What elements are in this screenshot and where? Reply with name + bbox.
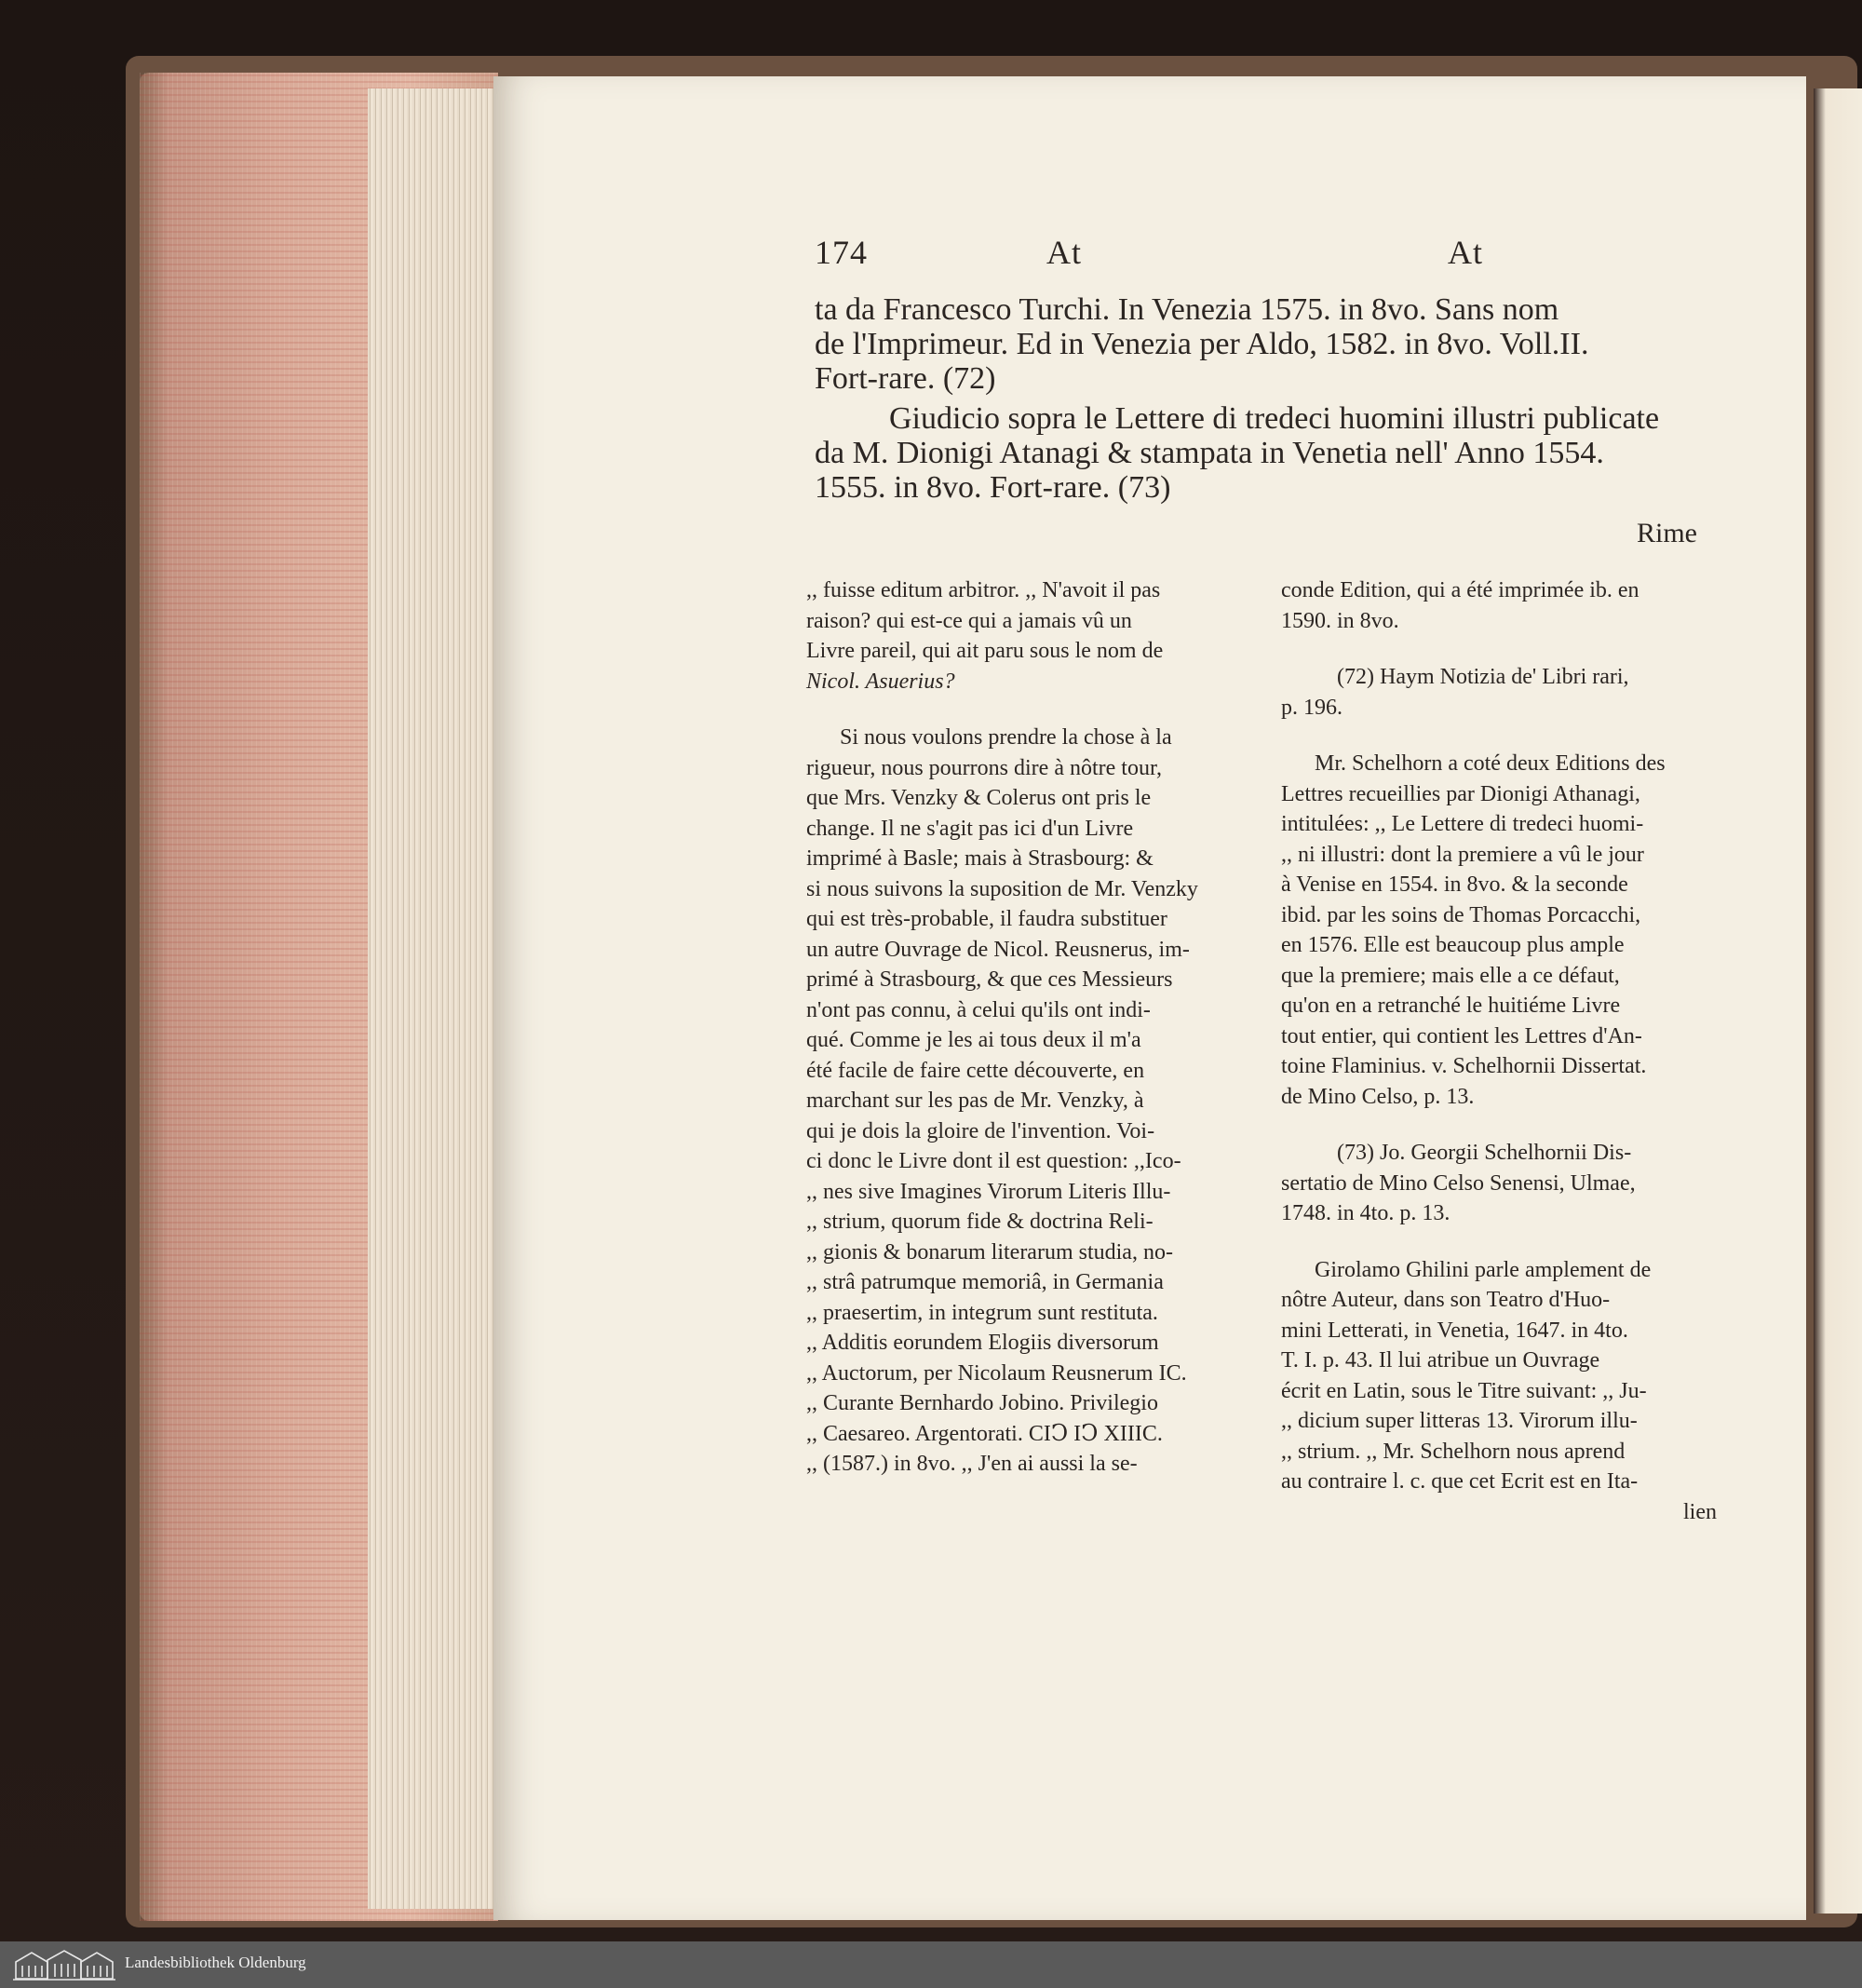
catchword-right: lien: [1683, 1499, 1717, 1524]
footer-bar: [0, 1941, 1862, 1988]
column-line: 1748. in 4to. p. 13.: [1281, 1201, 1450, 1225]
column-line: toine Flaminius. v. Schelhornii Dissertat.: [1281, 1054, 1647, 1078]
running-head-left: At: [1046, 234, 1082, 271]
column-line: change. Il ne s'agit pas ici d'un Livre: [806, 816, 1134, 841]
column-line: sertatio de Mino Celso Senensi, Ulmae,: [1281, 1170, 1636, 1196]
column-line: rigueur, nous pourrons dire à nôtre tour,: [806, 755, 1162, 780]
column-line: raison? qui est-ce qui a jamais vû un: [806, 608, 1132, 633]
column-line: à Venise en 1554. in 8vo. & la seconde: [1281, 872, 1628, 897]
footnote-73: (73) Jo. Georgii Schelhornii Dis-: [1337, 1141, 1632, 1165]
column-line: ,, Auctorum, per Nicolaum Reusnerum IC.: [806, 1360, 1187, 1386]
column-line: ,, ni illustri: dont la premiere a vû le jour: [1281, 842, 1644, 867]
main-text-line: da M. Dionigi Atanagi & stampata in Venetia nell' Anno 1554.: [815, 436, 1604, 470]
column-line: que la premiere; mais elle a ce défaut,: [1281, 963, 1620, 988]
column-line: primé à Strasbourg, & que ces Messieurs: [806, 967, 1173, 992]
column-line: Nicol. Asuerius?: [806, 669, 955, 694]
column-line: ,, fuisse editum arbitror. ,, N'avoit il pas: [806, 578, 1161, 602]
facing-page-edge: [1814, 88, 1862, 1914]
column-line: ,, gionis & bonarum literarum studia, no-: [806, 1239, 1173, 1264]
column-line: en 1576. Elle est beaucoup plus ample: [1281, 933, 1625, 957]
column-line: Girolamo Ghilini parle amplement de: [1315, 1257, 1652, 1282]
column-line: marchant sur les pas de Mr. Venzky, à: [806, 1089, 1144, 1113]
column-line: ,, dicium super litteras 13. Virorum illu-: [1281, 1409, 1638, 1433]
column-line: nôtre Auteur, dans son Teatro d'Huo-: [1281, 1288, 1611, 1312]
column-line: qu'on en a retranché le huitiéme Livre: [1281, 994, 1621, 1018]
column-line: ,, strium. ,, Mr. Schelhorn nous aprend: [1281, 1439, 1626, 1464]
footnote-72: (72) Haym Notizia de' Libri rari,: [1337, 665, 1629, 689]
main-text-line: 1555. in 8vo. Fort-rare. (73): [815, 470, 1171, 505]
main-text-line: ta da Francesco Turchi. In Venezia 1575. in 8vo. Sans nom: [815, 292, 1559, 327]
column-line: Livre pareil, qui ait paru sous le nom de: [806, 639, 1164, 663]
column-line: ,, strâ patrumque memoriâ, in Germania: [806, 1270, 1164, 1294]
page-stack: [368, 88, 498, 1909]
catchword: Rime: [1637, 518, 1697, 548]
column-line: si nous suivons la suposition de Mr. Venzky: [806, 876, 1198, 901]
column-gap: [1281, 1229, 1719, 1255]
column-gap: [806, 696, 1244, 723]
column-line: un autre Ouvrage de Nicol. Reusnerus, im-: [806, 937, 1190, 962]
running-head-right: At: [1448, 234, 1483, 271]
column-line: imprimé à Basle; mais à Strasbourg: &: [806, 846, 1154, 871]
footnote-column-left: [806, 575, 1244, 1480]
column-line: n'ont pas connu, à celui qu'ils ont indi-: [806, 997, 1151, 1022]
institution-name: Landesbibliothek Oldenburg: [125, 1954, 306, 1971]
column-line: qué. Comme je les ai tous deux il m'a: [806, 1028, 1141, 1052]
main-text-line: Fort-rare. (72): [815, 361, 996, 396]
column-line: p. 196.: [1281, 695, 1343, 720]
column-line: que Mrs. Venzky & Colerus ont pris le: [806, 786, 1152, 810]
column-line: tout entier, qui contient les Lettres d'An-: [1281, 1023, 1642, 1048]
column-line: qui est très-probable, il faudra substituer: [806, 907, 1167, 931]
column-line: intitulées: ,, Le Lettere di tredeci huomi-: [1281, 812, 1644, 836]
column-gap: [1281, 723, 1719, 749]
column-line: Mr. Schelhorn a coté deux Editions des: [1315, 751, 1666, 776]
column-line: mini Letterati, in Venetia, 1647. in 4to.: [1281, 1318, 1628, 1343]
column-line: ,, Additis eorundem Elogiis diversorum: [806, 1331, 1159, 1355]
column-gap: [1281, 636, 1719, 662]
column-line: écrit en Latin, sous le Titre suivant: ,, Ju-: [1281, 1378, 1647, 1403]
main-text-line: Giudicio sopra le Lettere di tredeci huomini illustri publicate: [889, 401, 1660, 436]
column-line: ,, strium, quorum fide & doctrina Reli-: [806, 1210, 1154, 1234]
column-line: ,, nes sive Imagines Virorum Literis Illu-: [806, 1179, 1171, 1204]
footnote-column-right: [1281, 575, 1719, 1527]
column-line: Si nous voulons prendre la chose à la: [840, 725, 1172, 750]
column-line: Lettres recueillies par Dionigi Athanagi,: [1281, 781, 1640, 806]
column-line: ibid. par les soins de Thomas Porcacchi,: [1281, 902, 1641, 927]
column-line: conde Edition, qui a été imprimée ib. en: [1281, 578, 1639, 602]
column-line: T. I. p. 43. Il lui atribue un Ouvrage: [1281, 1348, 1600, 1373]
column-gap: [1281, 1112, 1719, 1138]
column-line: ,, (1587.) in 8vo. ,, J'en ai aussi la se-: [806, 1452, 1138, 1476]
column-line: 1590. in 8vo.: [1281, 608, 1399, 633]
column-line: été facile de faire cette découverte, en: [806, 1058, 1145, 1083]
column-line: ,, praesertim, in integrum sunt restituta.: [806, 1300, 1158, 1325]
column-line: au contraire l. c. que cet Ecrit est en Ita-: [1281, 1469, 1639, 1494]
column-line: ,, Caesareo. Argentorati. CIↃ IↃ XIIIC.: [806, 1421, 1163, 1446]
column-line: de Mino Celso, p. 13.: [1281, 1084, 1475, 1109]
column-line: ci donc le Livre dont il est question: ,,Ico-: [806, 1149, 1181, 1173]
column-line: ,, Curante Bernhardo Jobino. Privilegio: [806, 1391, 1158, 1415]
column-line: qui je dois la gloire de l'invention. Voi-: [806, 1118, 1155, 1143]
library-building-logo-icon: [13, 1947, 115, 1982]
main-text-line: de l'Imprimeur. Ed in Venezia per Aldo, 1582. in 8vo. Voll.II.: [815, 327, 1589, 361]
page-number: 174: [815, 234, 868, 271]
